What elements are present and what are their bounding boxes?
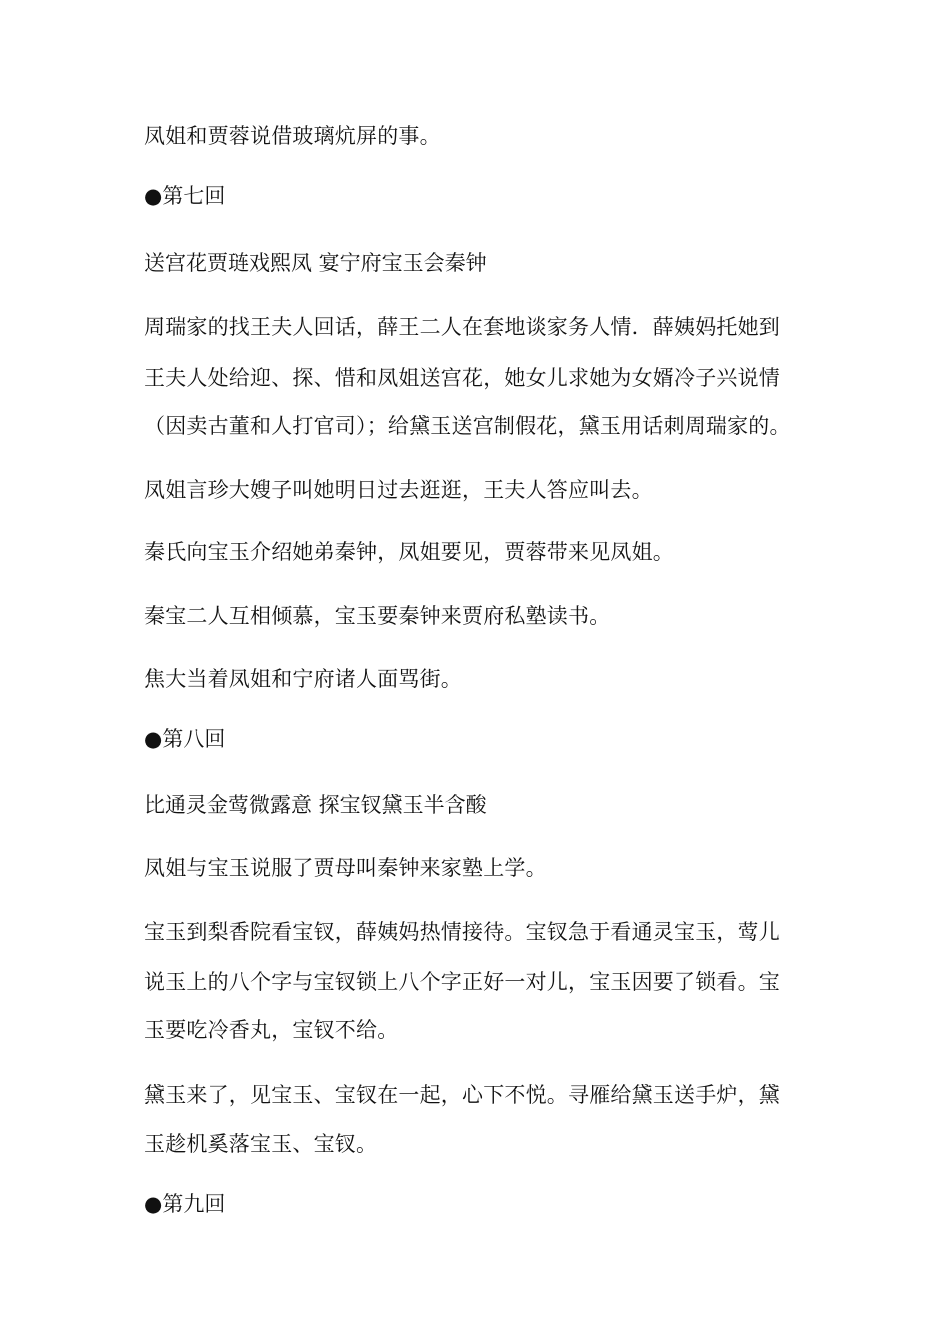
paragraph-line: 凤姐与宝玉说服了贾母叫秦钟来家塾上学。	[144, 856, 547, 880]
chapter-title: 比通灵金莺微露意 探宝钗黛玉半含酸	[144, 793, 487, 817]
paragraph-line: 焦大当着凤姐和宁府诸人面骂街。	[144, 667, 462, 691]
chapter-heading: ●第八回	[144, 727, 226, 751]
paragraph-line: 凤姐和贾蓉说借玻璃炕屏的事。	[144, 124, 441, 148]
paragraph-line: 玉要吃冷香丸，宝钗不给。	[144, 1018, 399, 1042]
chapter-title: 送宫花贾琏戏熙凤 宴宁府宝玉会秦钟	[144, 251, 487, 275]
paragraph-line: 说玉上的八个字与宝钗锁上八个字正好一对儿，宝玉因要了锁看。宝	[144, 970, 780, 994]
paragraph-line: 宝玉到梨香院看宝钗，薛姨妈热情接待。宝钗急于看通灵宝玉，莺儿	[144, 920, 780, 944]
chapter-heading: ●第七回	[144, 184, 226, 208]
paragraph-line: 凤姐言珍大嫂子叫她明日过去逛逛，王夫人答应叫去。	[144, 478, 653, 502]
paragraph-line: 周瑞家的找王夫人回话，薛王二人在套地谈家务人情．薛姨妈托她到	[144, 315, 780, 339]
chapter-heading: ●第九回	[144, 1192, 226, 1216]
paragraph-line: 黛玉来了，见宝玉、宝钗在一起，心下不悦。寻雁给黛玉送手炉，黛	[144, 1083, 780, 1107]
paragraph-line: 王夫人处给迎、探、惜和凤姐送宫花，她女儿求她为女婿冷子兴说情	[144, 366, 780, 390]
paragraph-line: 玉趁机奚落宝玉、宝钗。	[144, 1132, 378, 1156]
paragraph-line: （因卖古董和人打官司）；给黛玉送宫制假花，黛玉用话刺周瑞家的。	[144, 414, 791, 438]
paragraph-line: 秦氏向宝玉介绍她弟秦钟，凤姐要见，贾蓉带来见凤姐。	[144, 540, 674, 564]
paragraph-line: 秦宝二人互相倾慕，宝玉要秦钟来贾府私塾读书。	[144, 604, 611, 628]
